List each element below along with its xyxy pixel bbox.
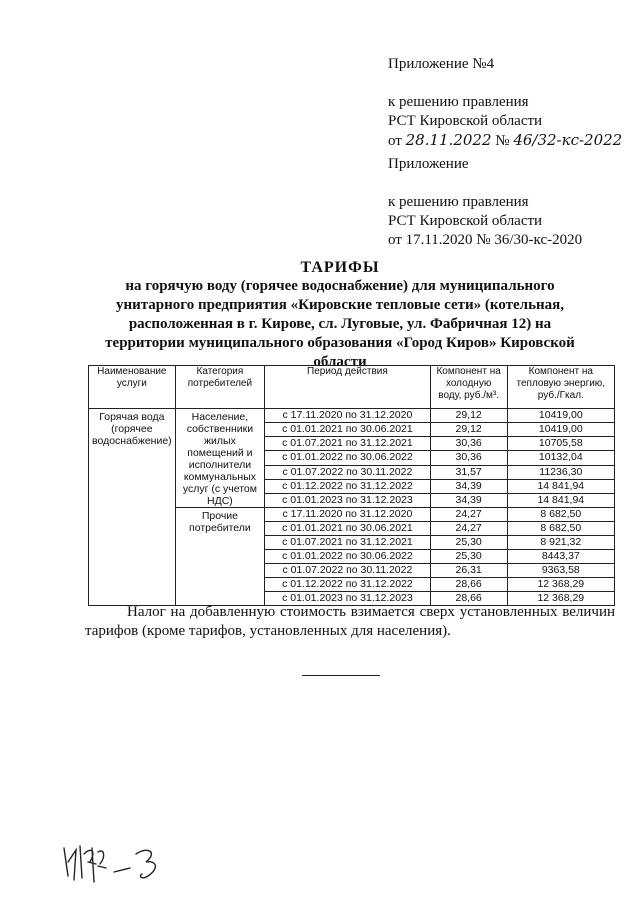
period-cell: с 01.07.2022 по 30.11.2022 <box>265 564 431 578</box>
table-row <box>89 409 615 423</box>
heat-energy-cell: 8 682,50 <box>507 522 614 536</box>
heat-energy-cell: 10419,00 <box>507 423 614 437</box>
title-line-4: территории муниципального образования «Город Киров» Кировской <box>105 335 575 351</box>
title-main: ТАРИФЫ <box>300 259 380 276</box>
heat-energy-cell: 8443,37 <box>507 550 614 564</box>
cold-water-cell: 30,36 <box>430 451 507 465</box>
tariffs-table <box>88 365 615 606</box>
heat-energy-cell: 11236,30 <box>507 465 614 479</box>
handwritten-signature <box>62 842 182 888</box>
heat-energy-cell: 14 841,94 <box>507 479 614 493</box>
appendix-4-date-line <box>388 131 622 151</box>
header-period: Период действия <box>265 366 431 409</box>
closing-divider <box>302 675 380 676</box>
period-cell: с 01.01.2023 по 31.12.2023 <box>265 592 431 606</box>
cold-water-cell: 31,57 <box>430 465 507 479</box>
service-name-cell: Горячая вода (горячее водоснабжение) <box>89 409 176 606</box>
title-line-2: унитарного предприятия «Кировские тепловые сети» (котельная, <box>115 297 565 313</box>
cold-water-cell: 24,27 <box>430 508 507 522</box>
cold-water-cell: 30,36 <box>430 437 507 451</box>
period-cell: с 01.12.2022 по 31.12.2022 <box>265 578 431 592</box>
appendix-old-title: Приложение <box>388 156 469 172</box>
heat-energy-cell: 8 921,32 <box>507 536 614 550</box>
appendix-4-block <box>388 55 622 151</box>
appendix-4-title: Приложение №4 <box>388 56 495 72</box>
heat-energy-cell: 14 841,94 <box>507 493 614 507</box>
heat-energy-cell: 12 368,29 <box>507 578 614 592</box>
period-cell: с 01.01.2023 по 31.12.2023 <box>265 493 431 507</box>
cold-water-cell: 34,39 <box>430 493 507 507</box>
cold-water-cell: 25,30 <box>430 536 507 550</box>
appendix-old-block <box>388 155 582 250</box>
header-cold-water: Компонент на холодную воду, руб./м³. <box>430 366 507 409</box>
cold-water-cell: 29,12 <box>430 423 507 437</box>
period-cell: с 01.07.2021 по 31.12.2021 <box>265 536 431 550</box>
period-cell: с 01.12.2022 по 31.12.2022 <box>265 479 431 493</box>
title-line-1: на горячую воду (горячее водоснабжение) для муниципального <box>125 278 555 294</box>
period-cell: с 17.11.2020 по 31.12.2020 <box>265 409 431 423</box>
cold-water-cell: 24,27 <box>430 522 507 536</box>
document-title <box>85 258 595 372</box>
period-cell: с 01.07.2021 по 31.12.2021 <box>265 437 431 451</box>
category-other-cell: Прочие потребители <box>175 508 264 606</box>
heat-energy-cell: 10705,58 <box>507 437 614 451</box>
cold-water-cell: 26,31 <box>430 564 507 578</box>
period-cell: с 17.11.2020 по 31.12.2020 <box>265 508 431 522</box>
handwritten-number: 46/32-кс-2022 <box>513 131 623 149</box>
category-population-cell: Население, собственники жилых помещений и исполнители коммунальных услуг (с учетом НДС) <box>175 409 264 508</box>
heat-energy-cell: 10132,04 <box>507 451 614 465</box>
period-cell: с 01.07.2022 по 30.11.2022 <box>265 465 431 479</box>
heat-energy-cell: 9363,58 <box>507 564 614 578</box>
period-cell: с 01.01.2022 по 30.06.2022 <box>265 451 431 465</box>
heat-energy-cell: 10419,00 <box>507 409 614 423</box>
cold-water-cell: 34,39 <box>430 479 507 493</box>
period-cell: с 01.01.2021 по 30.06.2021 <box>265 522 431 536</box>
number-prefix: № <box>495 133 510 149</box>
heat-energy-cell: 12 368,29 <box>507 592 614 606</box>
period-cell: с 01.01.2022 по 30.06.2022 <box>265 550 431 564</box>
cold-water-cell: 25,30 <box>430 550 507 564</box>
cold-water-cell: 28,66 <box>430 592 507 606</box>
title-line-3: расположенная в г. Кирове, сл. Луговые, ул. Фабричная 12) на <box>128 316 552 332</box>
header-heat-energy: Компонент на тепловую энергию, руб./Гкал. <box>507 366 614 409</box>
appendix-old-date: от 17.11.2020 № 36/30-кс-2020 <box>388 232 583 248</box>
header-service: Наименование услуги <box>89 366 176 409</box>
appendix-4-decision: к решению правления <box>388 94 529 110</box>
tax-note: Налог на добавленную стоимость взимается сверх установленных величин тарифов (кроме тарифов, установленных для населения). <box>85 604 615 639</box>
title-line-5: области <box>313 354 367 370</box>
appendix-old-decision: к решению правления <box>388 194 529 210</box>
heat-energy-cell: 8 682,50 <box>507 508 614 522</box>
period-cell: с 01.01.2021 по 30.06.2021 <box>265 423 431 437</box>
date-prefix: от <box>388 133 402 149</box>
table-header-row <box>89 366 615 409</box>
cold-water-cell: 28,66 <box>430 578 507 592</box>
appendix-4-authority: РСТ Кировской области <box>388 113 543 129</box>
appendix-old-authority: РСТ Кировской области <box>388 213 543 229</box>
header-category: Категория потребителей <box>175 366 264 409</box>
cold-water-cell: 29,12 <box>430 409 507 423</box>
handwritten-date: 28.11.2022 <box>405 131 492 149</box>
